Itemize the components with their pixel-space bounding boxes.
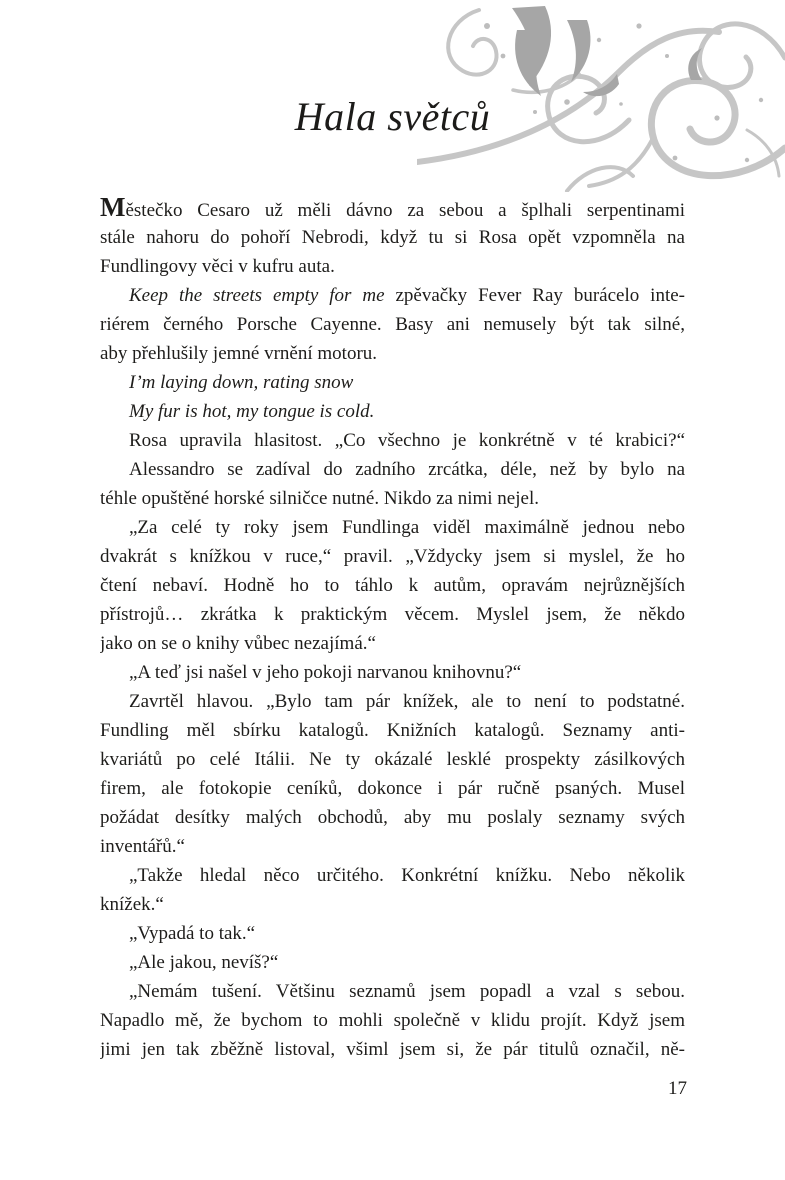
text-line: [100, 716, 685, 745]
text-line: [100, 890, 685, 919]
text-line: [100, 861, 685, 890]
text-segment: ěstečko Cesaro už měli dávno za sebou a šplhali serpentinami: [125, 200, 685, 221]
text-line: [100, 194, 685, 223]
text-segment: „Nemám tušení. Většinu seznamů jsem popadl a vzal s sebou.: [129, 981, 685, 1002]
text-line: [100, 919, 685, 948]
text-segment: Zavrtěl hlavou. „Bylo tam pár knížek, ale to není to podstatné.: [129, 691, 685, 712]
text-line: [100, 948, 685, 977]
chapter-title: Hala světců: [294, 94, 491, 139]
text-segment: „Za celé ty roky jsem Fundlinga viděl maximálně jednou nebo: [129, 517, 685, 538]
text-segment: Alessandro se zadíval do zadního zrcátka, déle, než by bylo na: [129, 459, 685, 480]
text-line: [100, 571, 685, 600]
text-segment: „Ale jakou, nevíš?“: [129, 952, 279, 973]
text-line: [100, 1006, 685, 1035]
text-line: [100, 803, 685, 832]
text-segment: riérem černého Porsche Cayenne. Basy ani nemusely být tak silné,: [100, 314, 685, 335]
text-segment: knížek.“: [100, 894, 164, 915]
text-segment: inventářů.“: [100, 836, 185, 857]
text-line: [100, 687, 685, 716]
text-line: [100, 513, 685, 542]
text-line: [100, 397, 685, 426]
text-line: [100, 426, 685, 455]
text-segment: jako on se o knihy vůbec nezajímá.“: [100, 633, 376, 654]
text-line: [100, 600, 685, 629]
page-number: 17: [668, 1078, 687, 1099]
text-segment: I’m laying down, rating snow: [129, 372, 354, 393]
text-segment: firem, ale fotokopie ceníků, dokonce i pár ručně psaných. Musel: [100, 778, 685, 799]
text-segment: „Takže hledal něco určitého. Konkrétní knížku. Nebo několik: [129, 865, 685, 886]
text-segment: „A teď jsi našel v jeho pokoji narvanou knihovnu?“: [129, 662, 522, 683]
text-segment: Fundlingovy věci v kufru auta.: [100, 256, 335, 277]
text-line: [100, 339, 685, 368]
text-line: [100, 658, 685, 687]
text-segment: čtení nebaví. Hodně ho to táhlo k autům, opravám nejrůznějších: [100, 575, 685, 596]
body-text: [100, 194, 685, 1064]
text-line: [100, 484, 685, 513]
text-line: [100, 310, 685, 339]
text-line: [100, 223, 685, 252]
text-segment: stále nahoru do pohoří Nebrodi, když tu si Rosa opět vzpomněla na: [100, 227, 685, 248]
text-line: [100, 629, 685, 658]
text-segment: téhle opuštěné horské silničce nutné. Nikdo za nimi nejel.: [100, 488, 539, 509]
text-segment: aby přehlušily jemné vrnění motoru.: [100, 343, 378, 364]
text-line: [100, 252, 685, 281]
text-line: [100, 774, 685, 803]
text-segment: Keep the streets empty for me: [129, 285, 385, 306]
text-segment: My fur is hot, my tongue is cold.: [129, 401, 375, 422]
text-line: [100, 455, 685, 484]
text-segment: přístrojů… zkrátka k praktickým věcem. Myslel jsem, že někdo: [100, 604, 685, 625]
lead-capital: M: [100, 194, 126, 222]
text-segment: dvakrát s knížkou v ruce,“ pravil. „Vždycky jsem si myslel, že ho: [100, 546, 685, 567]
text-line: [100, 832, 685, 861]
text-segment: požádat desítky malých obchodů, aby mu poslaly seznamy svých: [100, 807, 685, 828]
text-segment: Fundling měl sbírku katalogů. Knižních katalogů. Seznamy anti-: [100, 720, 685, 741]
text-line: [100, 977, 685, 1006]
text-line: [100, 281, 685, 310]
text-line: [100, 542, 685, 571]
text-line: [100, 1035, 685, 1064]
text-line: [100, 368, 685, 397]
text-segment: „Vypadá to tak.“: [129, 923, 256, 944]
text-segment: Rosa upravila hlasitost. „Co všechno je konkrétně v té krabici?“: [129, 430, 685, 451]
text-segment: Napadlo mě, že bychom to mohli společně v klidu projít. Když jsem: [100, 1010, 685, 1031]
text-segment: zpěvačky Fever Ray burácelo inte-: [384, 285, 685, 306]
text-segment: kvariátů po celé Itálii. Ne ty okázalé lesklé prospekty zásilkových: [100, 749, 685, 770]
text-line: [100, 745, 685, 774]
text-segment: jimi jen tak zběžně listoval, všiml jsem si, že pár titulů označil, ně-: [100, 1039, 685, 1060]
